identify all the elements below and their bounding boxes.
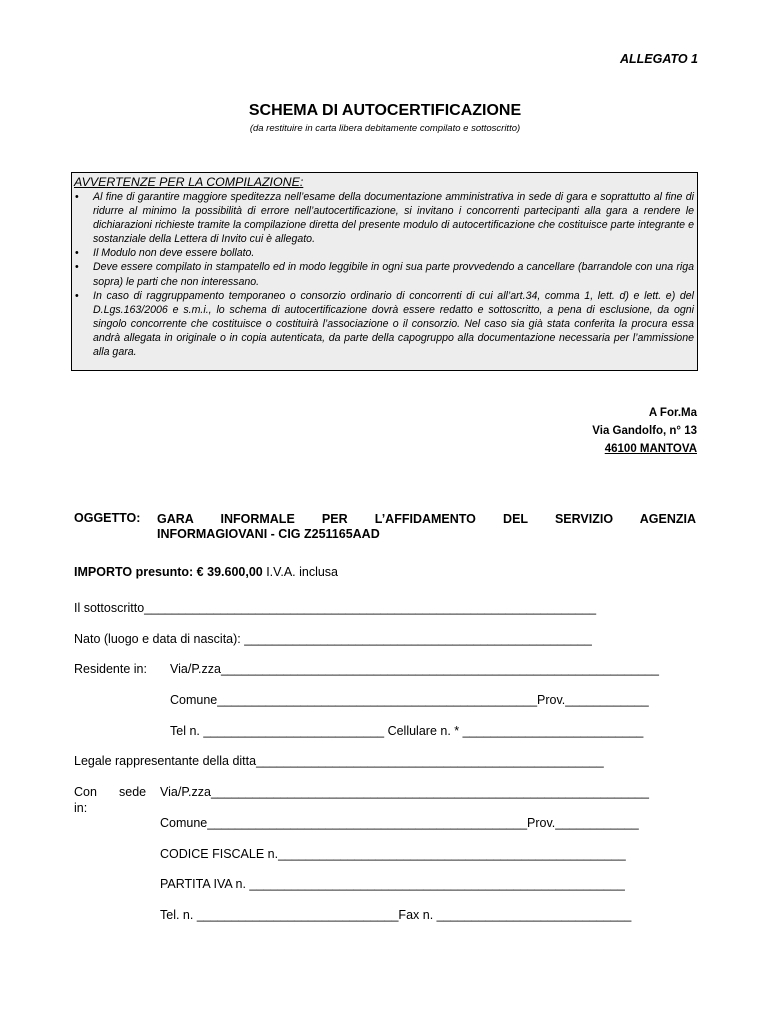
office-label-sede: sede: [119, 785, 147, 799]
residence-label: Residente in:: [74, 662, 147, 676]
vat-number-field[interactable]: PARTITA IVA n. ______________________________________________________: [160, 877, 625, 891]
bullet-icon: •: [75, 247, 79, 260]
recipient-street: Via Gandolfo, n° 13: [592, 425, 697, 437]
subject-line-1: GARA INFORMALE PER L’AFFIDAMENTO DEL SERVIZIO AGENZIA: [157, 512, 696, 526]
subject-line-2: INFORMAGIOVANI - CIG Z251165AAD: [157, 527, 380, 541]
warnings-title: AVVERTENZE PER LA COMPILAZIONE:: [74, 175, 304, 189]
office-city-field[interactable]: Comune______________________________________________Prov.____________: [160, 816, 639, 830]
residence-street-field[interactable]: Via/P.zza_______________________________________________________________: [170, 662, 659, 676]
estimated-amount: IMPORTO presunto: € 39.600,00 I.V.A. inclusa: [74, 565, 339, 579]
document-title: SCHEMA DI AUTOCERTIFICAZIONE: [248, 102, 522, 119]
recipient-city: 46100 MANTOVA: [604, 443, 697, 455]
office-label-con: Con: [74, 785, 97, 799]
tax-code-field[interactable]: CODICE FISCALE n.__________________________________________________: [160, 847, 626, 861]
recipient-name: A For.Ma: [648, 407, 697, 419]
warnings-list: [74, 190, 694, 359]
signatory-field[interactable]: Il sottoscritto_________________________________________________________________: [74, 601, 597, 615]
bullet-icon: •: [75, 289, 79, 302]
subject-label: OGGETTO:: [74, 511, 141, 525]
bullet-icon: •: [75, 191, 79, 203]
warning-item: • Deve essere compilato in stampatello ed in modo leggibile in ogni sua parte provvedendo a cancellare (barrandole con una riga sopra) le parti che non interessano.: [75, 261, 694, 288]
birth-field[interactable]: Nato (luogo e data di nascita): __________________________________________________: [74, 632, 592, 646]
warning-item: • Il Modulo non deve essere bollato.: [75, 247, 255, 260]
residence-city-field[interactable]: Comune______________________________________________Prov.____________: [170, 693, 649, 707]
phone-fax-field[interactable]: Tel. n. _____________________________Fax n. ____________________________: [160, 908, 632, 922]
residence-phone-field[interactable]: Tel n. __________________________ Cellulare n. * __________________________: [170, 724, 644, 738]
warning-item: • Al fine di garantire maggiore speditezza nell’esame della documentazione amministrativa in sede di gara e soprattutto al fine di ridurre al minimo la possibilità di errore nell’autocertificazione, si invitano i concorrenti partecipanti alla gara a rendere le dichiarazioni richieste tramite la compilazione diretta del presente modulo di autocertificazione che costituisce parte integrante e sostanziale della Lettera di Invito cui è allegato.: [75, 191, 694, 246]
legal-representative-field[interactable]: Legale rappresentante della ditta__________________________________________________: [74, 754, 604, 768]
warning-item: • In caso di raggruppamento temporaneo o consorzio ordinario di concorrenti di cui all’art.34, comma 1, lett. d) e lett. e) del D.Lgs.163/2006 e s.m.i., lo schema di autocertificazione dovrà essere redatto e sottoscritto, a pena di esclusione, da ogni singolo concorrente che costituisce o costituirà l’associazione o il consorzio. Nel caso sia già stata conferita la procura essa andrà allegata in originale o in copia autenticata, da parte della capogruppo alla documentazione necessaria per l’ammissione alla gara.: [75, 289, 694, 359]
warnings-box: [71, 172, 698, 371]
office-label-in: in:: [74, 801, 88, 815]
bullet-icon: •: [75, 261, 79, 274]
document-subtitle: (da restituire in carta libera debitamente compilato e sottoscritto): [249, 123, 521, 134]
office-street-field[interactable]: Via/P.zza_______________________________________________________________: [160, 785, 649, 799]
attachment-label: ALLEGATO 1: [619, 52, 698, 66]
